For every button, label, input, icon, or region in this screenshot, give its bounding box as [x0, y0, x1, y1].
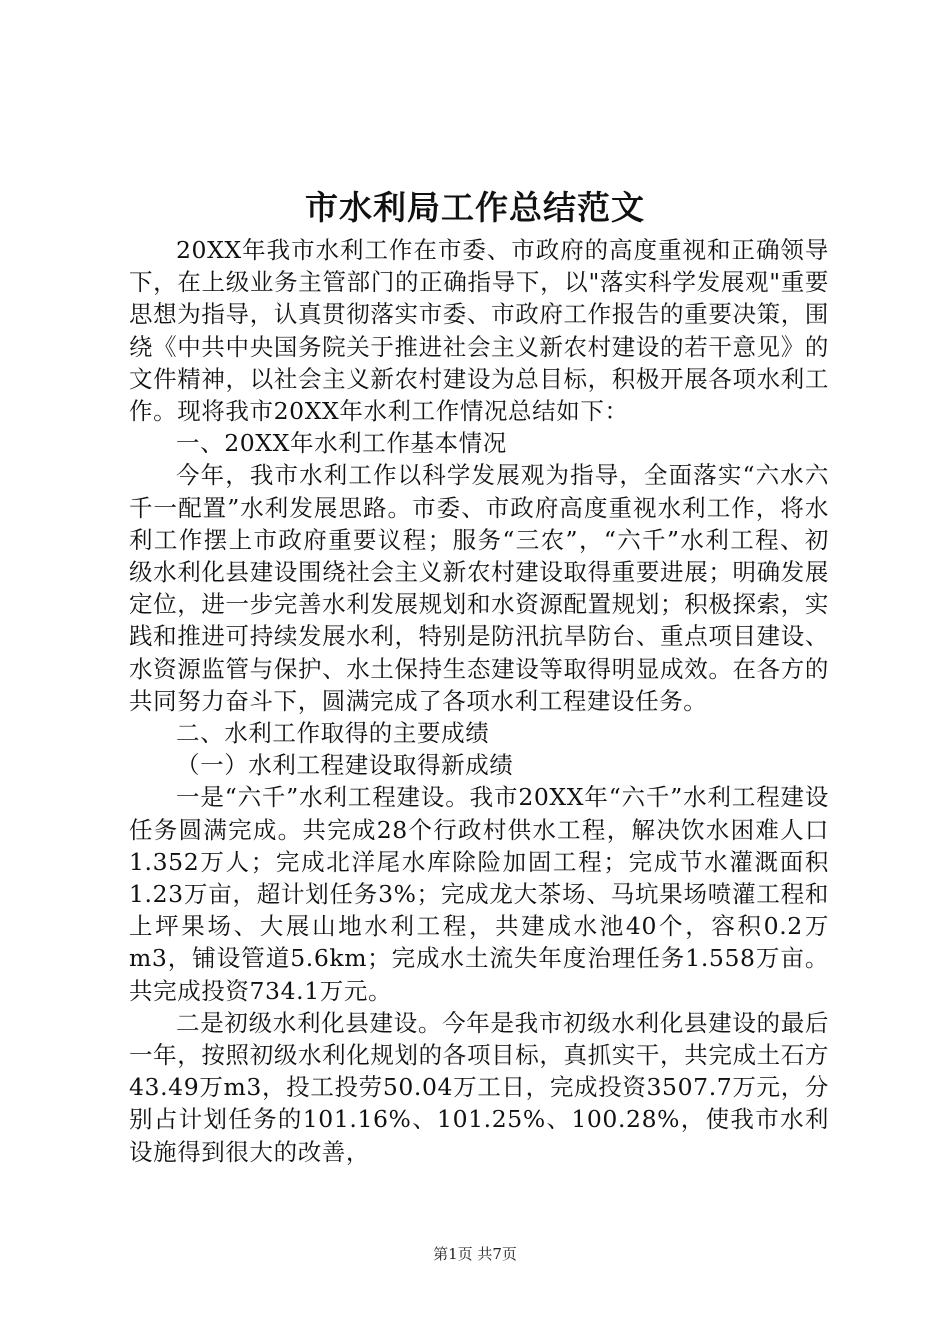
project-paragraph-1: 一是“六千”水利工程建设。我市20XX年“六千”水利工程建设任务圆满完成。共完成28个行政村供水工程，解决饮水困难人口1.352万人；完成北洋尾水库除险加固工程；完成节水灌溉面积1.23万亩，超计划任务3%；完成龙大茶场、马坑果场喷灌工程和上坪果场、大展山地水利工程，共建成水池40个，容积0.2万m3，铺设管道5.6km；完成水土流失年度治理任务1.558万亩。共完成投资734.1万元。	[129, 783, 829, 1005]
subsection-heading-1: （一）水利工程建设取得新成绩	[176, 751, 514, 780]
document-body	[129, 234, 829, 1168]
overview-paragraph: 今年，我市水利工作以科学发展观为指导，全面落实“六水六千一配置”水利发展思路。市委、市政府高度重视水利工作，将水利工作摆上市政府重要议程；服务“三农”，“六千”水利工程、初级水利化县建设围绕社会主义新农村建设取得重要进展；明确发展定位，进一步完善水利发展规划和水资源配置规划；积极探索，实践和推进可持续发展水利，特别是防汛抗旱防台、重点项目建设、水资源监管与保护、水土保持生态建设等取得明显成效。在各方的共同努力奋斗下，圆满完成了各项水利工程建设任务。	[129, 461, 829, 715]
intro-paragraph: 20XX年我市水利工作在市委、市政府的高度重视和正确领导下，在上级业务主管部门的正确指导下，以"落实科学发展观"重要思想为指导，认真贯彻落实市委、市政府工作报告的重要决策，围绕《中共中央国务院关于推进社会主义新农村建设的若干意见》的文件精神，以社会主义新农村建设为总目标，积极开展各项水利工作。现将我市20XX年水利工作情况总结如下：	[129, 236, 829, 426]
section-heading-2: 二、水利工作取得的主要成绩	[176, 719, 490, 748]
page-number-footer: 第1页 共7页	[433, 1245, 517, 1263]
document-title: 市水利局工作总结范文	[305, 188, 645, 227]
project-paragraph-2: 二是初级水利化县建设。今年是我市初级水利化县建设的最后一年，按照初级水利化规划的各项目标，真抓实干，共完成土石方43.49万m3，投工投劳50.04万工日，完成投资3507.7万元，分别占计划任务的101.16%、101.25%、100.28%，使我市水利设施得到很大的改善，	[129, 1008, 829, 1166]
section-heading-1: 一、20XX年水利工作基本情况	[176, 429, 507, 458]
